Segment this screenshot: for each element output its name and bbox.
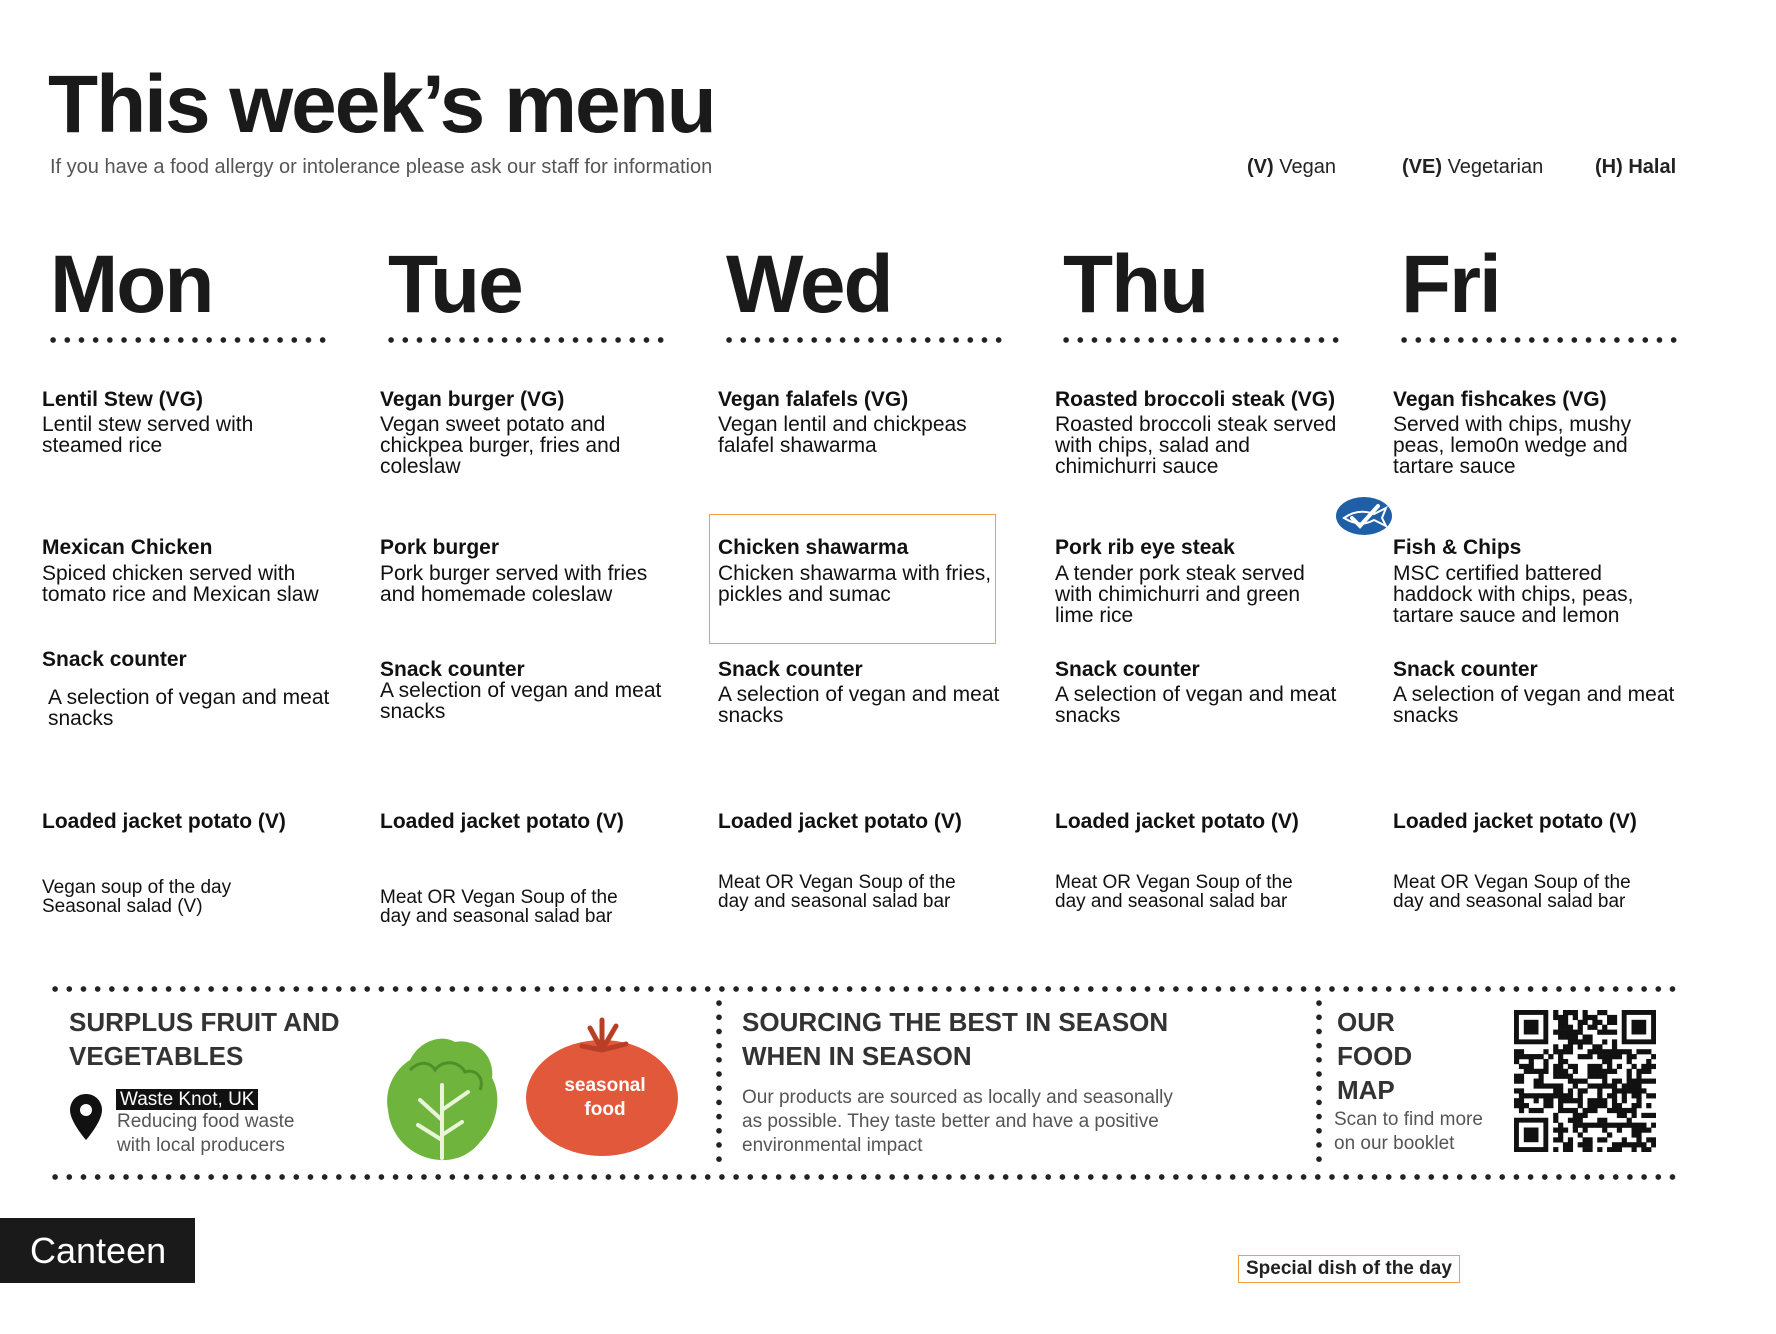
msc-fish-logo [1334,494,1396,538]
soup-text: Vegan soup of the day Seasonal salad (V) [42,877,232,917]
soup-text: Meat OR Vegan Soup of the day and seasonal salad bar [380,887,618,927]
banner-bottom-border [48,1173,1680,1181]
snack-title: Snack counter [718,658,863,681]
legend-code: (V) [1247,156,1274,178]
dish-desc: Chicken shawarma with fries, pickles and sumac [718,562,992,606]
food-map-heading: OUR FOOD MAP [1337,1007,1413,1105]
day-divider [1397,336,1684,344]
banner-divider [1315,996,1323,1168]
banner-top-border [48,985,1680,993]
day-name: Thu [1063,239,1208,330]
soup-text: Meat OR Vegan Soup of the day and seasonal salad bar [1393,872,1631,912]
partner-tag [116,1089,258,1111]
dish-desc: MSC certified battered haddock with chips, peas, tartare sauce and lemon [1393,562,1634,627]
lettuce-icon [380,1030,505,1165]
seasonal-badge-text: seasonal food [564,1075,646,1120]
potato-title: Loaded jacket potato (V) [42,810,286,833]
snack-desc: A selection of vegan and meat snacks [380,679,662,723]
dish-title: Vegan falafels (VG) [718,388,909,411]
dish-title: Vegan fishcakes (VG) [1393,388,1607,411]
day-divider [384,336,671,344]
legend-vegetarian [1402,156,1543,179]
day-name: Tue [388,239,522,330]
dish-desc: Vegan lentil and chickpeas falafel shawarma [718,413,967,457]
special-dish-highlight [709,514,996,644]
dish-title: Pork burger [380,536,500,559]
dish-title: Vegan burger (VG) [380,388,565,411]
dish-title: Chicken shawarma [718,536,909,559]
map-pin-icon [68,1092,104,1142]
dish-desc: Spiced chicken served with tomato rice and Mexican slaw [42,562,319,606]
qr-code[interactable] [1514,1010,1656,1152]
legend-code: (VE) [1402,156,1442,178]
potato-title: Loaded jacket potato (V) [1055,810,1299,833]
legend-label: Halal [1628,156,1677,178]
snack-desc: A selection of vegan and meat snacks [718,683,1000,727]
legend-halal [1595,156,1676,179]
dish-title: Mexican Chicken [42,536,213,559]
dish-desc: Roasted broccoli steak served with chips, salad and chimichurri sauce [1055,413,1337,478]
dish-desc: Lentil stew served with steamed rice [42,413,254,457]
special-dish-legend: Special dish of the day [1238,1255,1460,1283]
dish-title: Pork rib eye steak [1055,536,1235,559]
food-map-text: Scan to find more on our booklet [1334,1109,1483,1154]
dish-desc: Vegan sweet potato and chickpea burger, fries and coleslaw [380,413,621,478]
snack-title: Snack counter [380,658,525,681]
snack-desc: A selection of vegan and meat snacks [1055,683,1337,727]
legend-code: (H) [1595,156,1623,178]
surplus-heading: SURPLUS FRUIT AND VEGETABLES [69,1007,340,1071]
snack-title: Snack counter [42,648,187,671]
day-divider [722,336,1009,344]
sourcing-heading: SOURCING THE BEST IN SEASON WHEN IN SEASON [742,1007,1169,1071]
legend-vegan [1247,156,1336,179]
potato-title: Loaded jacket potato (V) [380,810,624,833]
potato-title: Loaded jacket potato (V) [718,810,962,833]
soup-text: Meat OR Vegan Soup of the day and seasonal salad bar [718,872,956,912]
snack-desc: A selection of vegan and meat snacks [48,686,330,730]
dish-title: Roasted broccoli steak (VG) [1055,388,1336,411]
day-divider [46,336,333,344]
partner-name: Waste Knot, UK [116,1089,258,1110]
soup-text: Meat OR Vegan Soup of the day and seasonal salad bar [1055,872,1293,912]
legend-label: Vegetarian [1447,156,1544,178]
dish-desc: Served with chips, mushy peas, lemo0n wedge and tartare sauce [1393,413,1632,478]
page-subtitle: If you have a food allergy or intolerance please ask our staff for information [50,156,713,178]
day-divider [1059,336,1346,344]
day-name: Mon [50,239,213,330]
banner-divider [715,996,723,1168]
dish-desc: Pork burger served with fries and homemade coleslaw [380,562,648,606]
canteen-label: Canteen [0,1218,195,1283]
day-name: Fri [1401,239,1500,330]
legend-label: Vegan [1279,156,1336,178]
day-name: Wed [726,239,892,330]
snack-desc: A selection of vegan and meat snacks [1393,683,1675,727]
sourcing-text: Our products are sourced as locally and seasonally as possible. They taste better and have a positive environmental impact [742,1087,1173,1156]
snack-title: Snack counter [1055,658,1200,681]
surplus-text: Reducing food waste with local producers [117,1111,295,1156]
snack-title: Snack counter [1393,658,1538,681]
dish-title: Fish & Chips [1393,536,1522,559]
potato-title: Loaded jacket potato (V) [1393,810,1637,833]
page-title: This week’s menu [48,59,715,150]
dish-desc: A tender pork steak served with chimichurri and green lime rice [1055,562,1305,627]
dish-title: Lentil Stew (VG) [42,388,204,411]
